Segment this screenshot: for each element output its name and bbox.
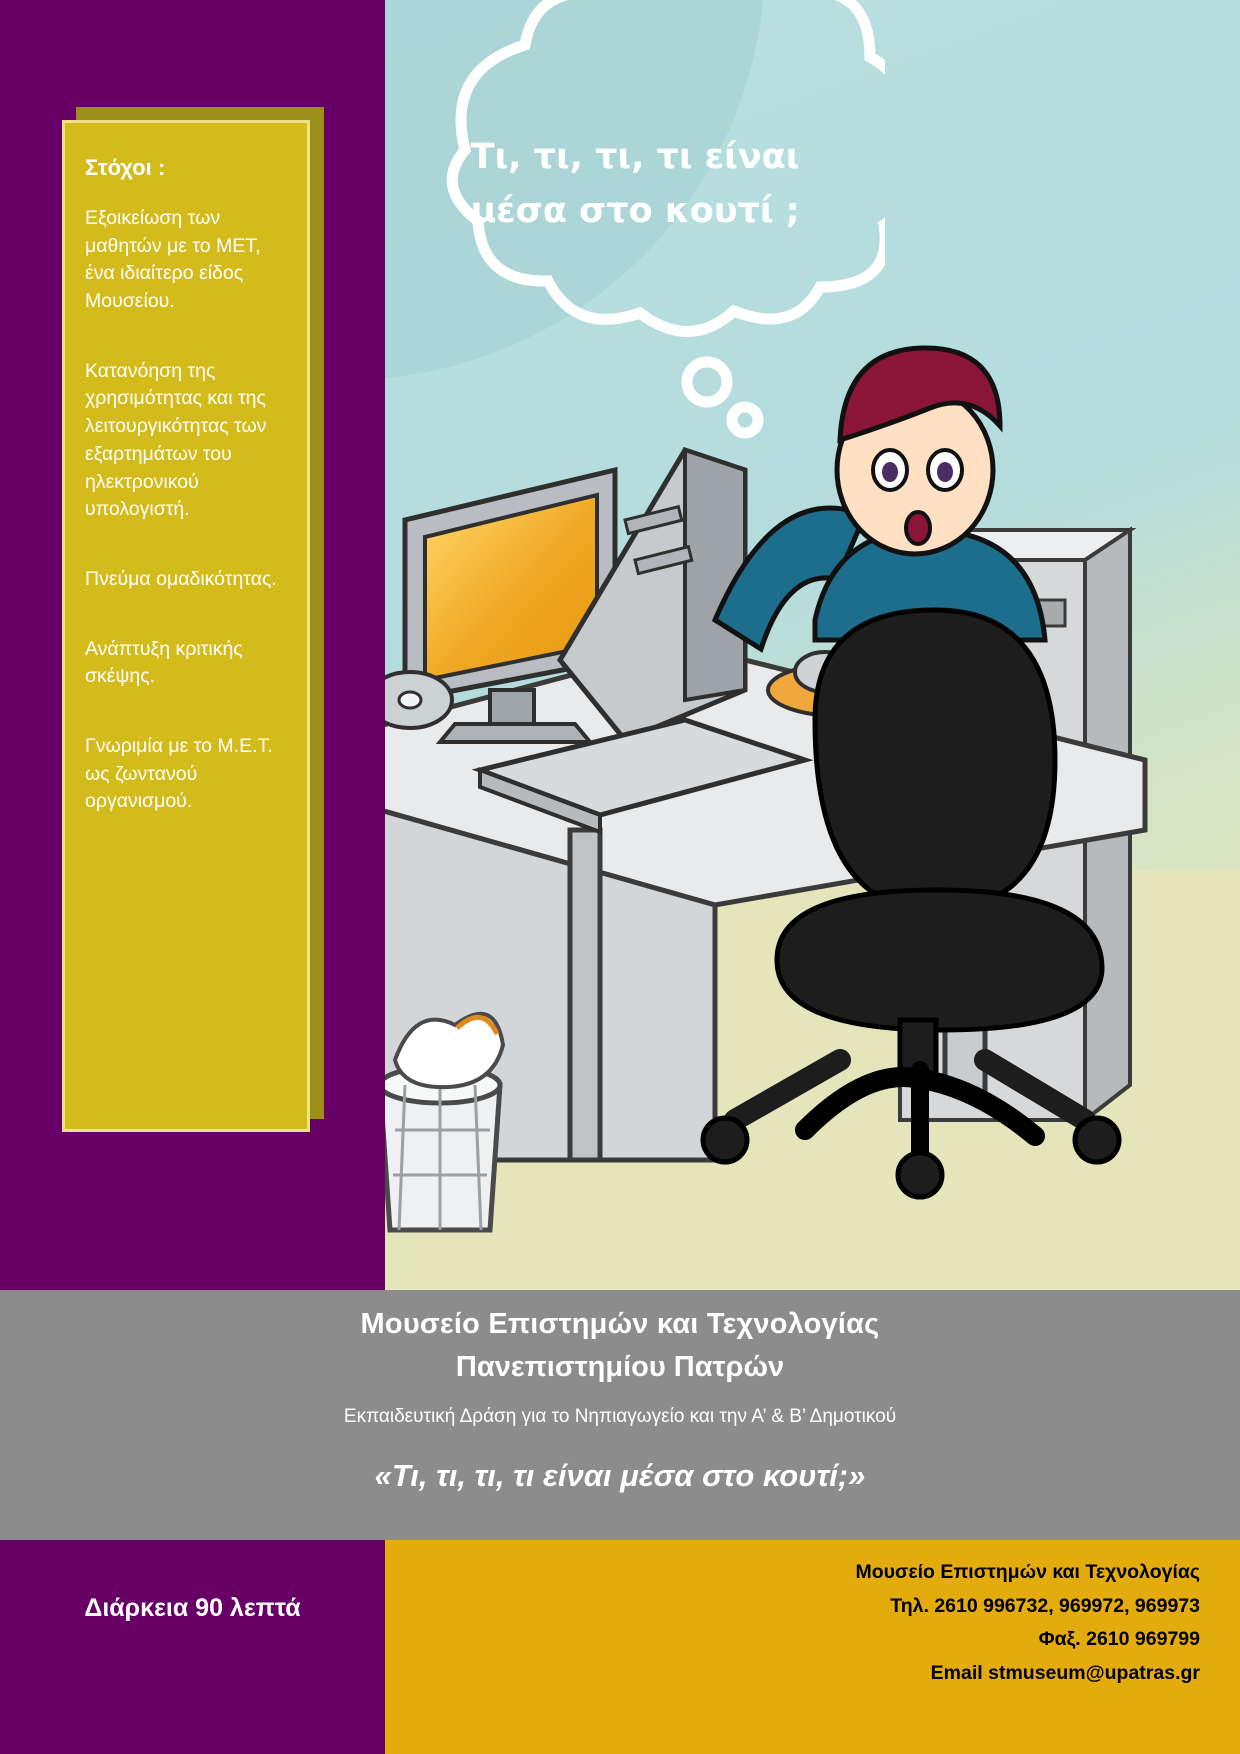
goal-item-3: Πνεύμα ομαδικότητας. (85, 567, 277, 590)
contact-line-4: Email stmuseum@upatras.gr (930, 1661, 1200, 1684)
wastebasket-icon (385, 1014, 503, 1230)
duration-text: Διάρκεια 90 λεπτά (84, 1594, 301, 1622)
museum-name-line1: Μουσείο Επιστημών και Τεχνολογίας (360, 1308, 880, 1340)
program-title: «Τι, τι, τι, τι είναι μέσα στο κουτί;» (374, 1458, 866, 1493)
thought-bubble-text: Τι, τι, τι, τι είναι μέσα στο κουτί ; (470, 137, 800, 232)
goal-item-4: Ανάπτυξη κριτικής σκέψης. (85, 637, 243, 688)
contact-line-2: Τηλ. 2610 996732, 969972, 969973 (890, 1594, 1200, 1617)
info-band (0, 1290, 1240, 1540)
illustration-scene (385, 0, 1240, 1290)
museum-name-line2: Πανεπιστημίου Πατρών (455, 1351, 785, 1383)
goal-item-5: Γνωριμία με το Μ.Ε.Τ. ως ζωντανού οργανισμού. (85, 734, 273, 813)
cd-disc-icon (385, 672, 452, 728)
goal-item-1: Εξοικείωση των μαθητών με το ΜΕΤ, ένα ιδιαίτερο είδος Μουσείου. (85, 207, 261, 313)
footer-duration-band (0, 1540, 385, 1754)
goals-box (62, 120, 310, 1132)
contact-line-3: Φαξ. 2610 969799 (1038, 1628, 1200, 1651)
goals-title: Στόχοι : (85, 155, 166, 180)
contact-line-1: Μουσείο Επιστημών και Τεχνολογίας (855, 1561, 1200, 1583)
thought-bubble (385, 0, 885, 470)
activity-subtitle: Εκπαιδευτική Δράση για το Νηπιαγωγείο και την Α’ & Β’ Δημοτικού (343, 1406, 897, 1427)
contact-block (856, 1556, 1200, 1690)
footer-contact-band (385, 1540, 1240, 1754)
goal-item-2: Κατανόηση της χρησιμότητας και της λειτουργικότητας των εξαρτημάτων του ηλεκτρονικού υπολογιστή. (85, 359, 267, 521)
